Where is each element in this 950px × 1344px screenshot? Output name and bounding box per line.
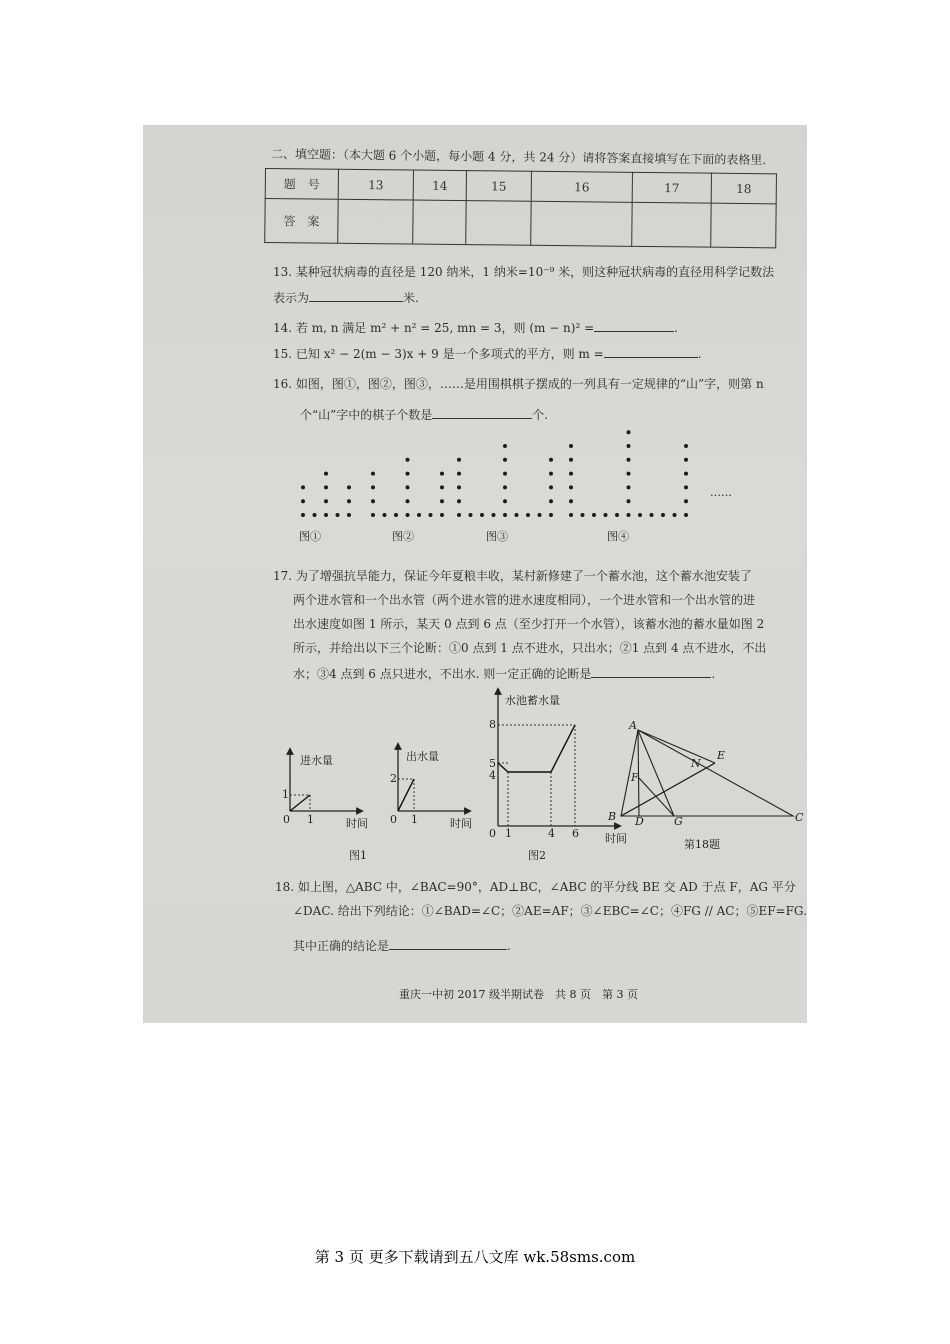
answer-table-row2-label: 答 案 xyxy=(265,199,338,244)
go-stone xyxy=(394,513,398,517)
go-stone xyxy=(371,499,375,503)
go-stone xyxy=(457,499,461,503)
go-stone xyxy=(684,485,688,489)
geometry-caption: 第18题 xyxy=(684,838,720,851)
chart1-caption: 图1 xyxy=(349,849,367,862)
point-N: N xyxy=(691,757,701,770)
chart2-series-line xyxy=(398,779,414,811)
go-stone xyxy=(627,472,631,476)
answer-cell-13[interactable] xyxy=(338,199,413,244)
bottom-footer: 第 3 页 更多下载请到五八文库 wk.58sms.com xyxy=(314,1248,636,1266)
answer-table-number: 15 xyxy=(466,171,531,202)
go-stone xyxy=(538,513,542,517)
go-stone xyxy=(615,513,619,517)
go-stone xyxy=(638,513,642,517)
go-stone xyxy=(503,444,507,448)
chart1-xtick: 1 xyxy=(307,813,314,826)
go-stone xyxy=(592,513,596,517)
go-stone xyxy=(549,458,553,462)
chart1-ytick: 1 xyxy=(282,788,289,801)
figure-label: 图② xyxy=(392,530,414,543)
go-stone xyxy=(440,472,444,476)
chart3-xlabel: 时间 xyxy=(605,832,627,845)
q17-line5 xyxy=(293,665,715,681)
chart3-xtick: 1 xyxy=(505,827,512,840)
figure-label: 图③ xyxy=(486,530,508,543)
go-stone xyxy=(684,499,688,503)
go-stone xyxy=(324,485,328,489)
point-E: E xyxy=(717,749,726,762)
answer-table-number: 16 xyxy=(531,171,632,202)
go-stone xyxy=(684,472,688,476)
q13-prefix: 表示为 xyxy=(273,291,310,305)
q16-line2 xyxy=(300,406,548,422)
q14-text: 14. 若 m, n 满足 m² + n² = 25, mn = 3，则 (m − n)² = xyxy=(273,321,595,335)
q14-end: . xyxy=(674,321,678,335)
go-stone xyxy=(313,513,317,517)
chart3-ylabel: 水池蓄水量 xyxy=(505,694,560,707)
go-stone xyxy=(503,513,507,517)
go-stone xyxy=(627,513,631,517)
chart3-series-line xyxy=(498,725,575,772)
go-stone xyxy=(627,499,631,503)
q17-prefix: 水；③4 点到 6 点只进水，不出水. 则一定正确的论断是 xyxy=(293,667,592,681)
answer-table-number: 14 xyxy=(413,170,466,201)
go-stone xyxy=(684,513,688,517)
point-F: F xyxy=(631,771,639,784)
q16-answer-blank xyxy=(432,406,532,419)
go-stone xyxy=(301,499,305,503)
page-footer: 重庆一中初 2017 级半期试卷 共 8 页 第 3 页 xyxy=(399,988,638,1001)
q15-text: 15. 已知 x² − 2(m − 3)x + 9 是一个多项式的平方，则 m = xyxy=(273,347,604,361)
go-stone xyxy=(503,472,507,476)
q18-answer-blank xyxy=(389,937,507,950)
figure-label: 图④ xyxy=(607,530,629,543)
answer-table-row1-label: 题 号 xyxy=(265,169,338,200)
go-stone xyxy=(684,458,688,462)
go-stone xyxy=(569,458,573,462)
point-C: C xyxy=(795,811,804,824)
go-stone-figures xyxy=(143,425,807,535)
q16-line1: 16. 如图，图①，图②，图③，……是用围棋棋子摆成的一列具有一定规律的“山”字，则第 n xyxy=(273,377,764,391)
q13-suffix: 米. xyxy=(403,291,419,305)
go-stone xyxy=(627,430,631,434)
go-stone xyxy=(417,513,421,517)
answer-cell-17[interactable] xyxy=(632,202,711,247)
go-stone xyxy=(569,499,573,503)
chart2-ytick: 2 xyxy=(390,772,397,785)
go-stone xyxy=(336,513,340,517)
go-stone xyxy=(406,458,410,462)
go-stone xyxy=(503,499,507,503)
chart3-xtick: 6 xyxy=(572,827,579,840)
q16-suffix: 个. xyxy=(532,408,549,422)
point-G: G xyxy=(674,815,683,828)
go-stone xyxy=(347,499,351,503)
go-stone xyxy=(673,513,677,517)
go-stone xyxy=(347,513,351,517)
chart1-origin: 0 xyxy=(283,813,290,826)
go-stone xyxy=(469,513,473,517)
section-header: 二、填空题：（本大题 6 个小题，每小题 4 分，共 24 分）请将答案直接填写在下面的表格里. xyxy=(270,147,767,168)
go-stone xyxy=(371,485,375,489)
go-stone xyxy=(406,513,410,517)
go-stone xyxy=(549,513,553,517)
point-D: D xyxy=(635,815,644,828)
go-stone xyxy=(569,444,573,448)
q18-line1: 18. 如上图，△ABC 中，∠BAC=90°，AD⊥BC，∠ABC 的平分线 BE 交 AD 于点 F，AG 平分 xyxy=(275,880,796,894)
go-stone xyxy=(440,499,444,503)
figure-label: 图① xyxy=(299,530,321,543)
chart1-xlabel: 时间 xyxy=(346,817,368,830)
go-stone xyxy=(569,485,573,489)
go-stone xyxy=(515,513,519,517)
go-stone xyxy=(406,485,410,489)
q17-line: 所示，并给出以下三个论断：①0 点到 1 点不进水，只出水；②1 点到 4 点不进水，不出 xyxy=(293,641,767,655)
go-stone xyxy=(371,513,375,517)
chart2-xtick: 1 xyxy=(411,813,418,826)
go-stone xyxy=(569,472,573,476)
go-stone xyxy=(549,485,553,489)
go-stone xyxy=(503,485,507,489)
answer-table-number: 13 xyxy=(338,169,413,200)
chart3-caption: 图2 xyxy=(528,849,546,862)
go-stone xyxy=(457,485,461,489)
go-stone xyxy=(440,485,444,489)
go-stone xyxy=(457,513,461,517)
go-stone xyxy=(324,499,328,503)
chart3-ytick: 5 xyxy=(489,757,496,770)
chart2-ylabel: 出水量 xyxy=(406,750,439,763)
q15-end: . xyxy=(697,347,702,361)
go-stone xyxy=(383,513,387,517)
q17-line: 两个进水管和一个出水管（两个进水管的进水速度相同），一个进水管和一个出水管的进 xyxy=(293,593,756,607)
q14-line xyxy=(273,319,678,335)
go-stone xyxy=(581,513,585,517)
chart1-series-line xyxy=(290,795,310,811)
q16-prefix: 个“山”字中的棋子个数是 xyxy=(300,408,433,422)
go-stone xyxy=(301,485,305,489)
answer-cell-16[interactable] xyxy=(531,201,632,246)
answer-cell-15[interactable] xyxy=(466,201,531,246)
q17-answer-blank xyxy=(591,665,711,678)
chart3-ytick: 4 xyxy=(489,769,496,782)
go-stone xyxy=(627,458,631,462)
q18-line3 xyxy=(293,937,511,953)
go-stone xyxy=(627,444,631,448)
go-stone xyxy=(661,513,665,517)
q13-line2 xyxy=(273,289,419,305)
go-stone xyxy=(650,513,654,517)
go-stone xyxy=(429,513,433,517)
q13-answer-blank xyxy=(309,289,403,302)
q15-answer-blank xyxy=(604,345,698,358)
answer-table-number: 18 xyxy=(711,173,776,204)
go-stone xyxy=(684,444,688,448)
answer-table xyxy=(264,168,777,248)
go-stone xyxy=(549,472,553,476)
go-stone xyxy=(480,513,484,517)
go-stone xyxy=(301,513,305,517)
q18-line2: ∠DAC. 给出下列结论：①∠BAD=∠C；②AE=AF；③∠EBC=∠C；④FG // AC；⑤EF=FG. xyxy=(293,904,807,918)
q18-prefix: 其中正确的结论是 xyxy=(293,939,390,953)
go-stone xyxy=(549,499,553,503)
go-stone xyxy=(503,458,507,462)
answer-cell-18[interactable] xyxy=(711,203,776,248)
answer-table-number: 17 xyxy=(632,172,711,203)
go-stone xyxy=(457,472,461,476)
q17-line: 17. 为了增强抗旱能力，保证今年夏粮丰收，某村新修建了一个蓄水池，这个蓄水池安装了 xyxy=(273,569,752,583)
go-stone xyxy=(526,513,530,517)
q13-line1: 13. 某种冠状病毒的直径是 120 纳米，1 纳米=10⁻⁹ 米，则这种冠状病毒的直径用科学记数法 xyxy=(273,265,775,279)
go-stone xyxy=(371,472,375,476)
q17-suffix: . xyxy=(711,667,716,681)
q18-suffix: . xyxy=(507,939,511,953)
chart3-xtick: 4 xyxy=(548,827,555,840)
chart3-ytick: 8 xyxy=(489,718,496,731)
triangle-figure xyxy=(613,715,803,825)
chart1-ylabel: 进水量 xyxy=(300,754,333,767)
answer-cell-14[interactable] xyxy=(413,200,466,245)
q17-line: 出水速度如图 1 所示，某天 0 点到 6 点（至少打开一个水管），该蓄水池的蓄水量如图 2 xyxy=(293,617,765,631)
chart2-origin: 0 xyxy=(390,813,397,826)
figure-ellipsis: …… xyxy=(710,486,732,499)
go-stone xyxy=(324,472,328,476)
q14-answer-blank xyxy=(594,319,674,332)
go-stone xyxy=(492,513,496,517)
go-stone xyxy=(604,513,608,517)
scanned-exam-photo xyxy=(143,125,807,1023)
go-stone xyxy=(406,499,410,503)
chart2-xlabel: 时间 xyxy=(450,817,472,830)
go-stone xyxy=(324,513,328,517)
go-stone xyxy=(569,513,573,517)
point-A: A xyxy=(629,719,637,732)
go-stone xyxy=(440,513,444,517)
go-stone xyxy=(627,485,631,489)
q15-line xyxy=(273,345,701,361)
chart3-origin: 0 xyxy=(489,827,496,840)
go-stone xyxy=(457,458,461,462)
go-stone xyxy=(406,472,410,476)
go-stone xyxy=(347,485,351,489)
point-B: B xyxy=(608,810,617,823)
